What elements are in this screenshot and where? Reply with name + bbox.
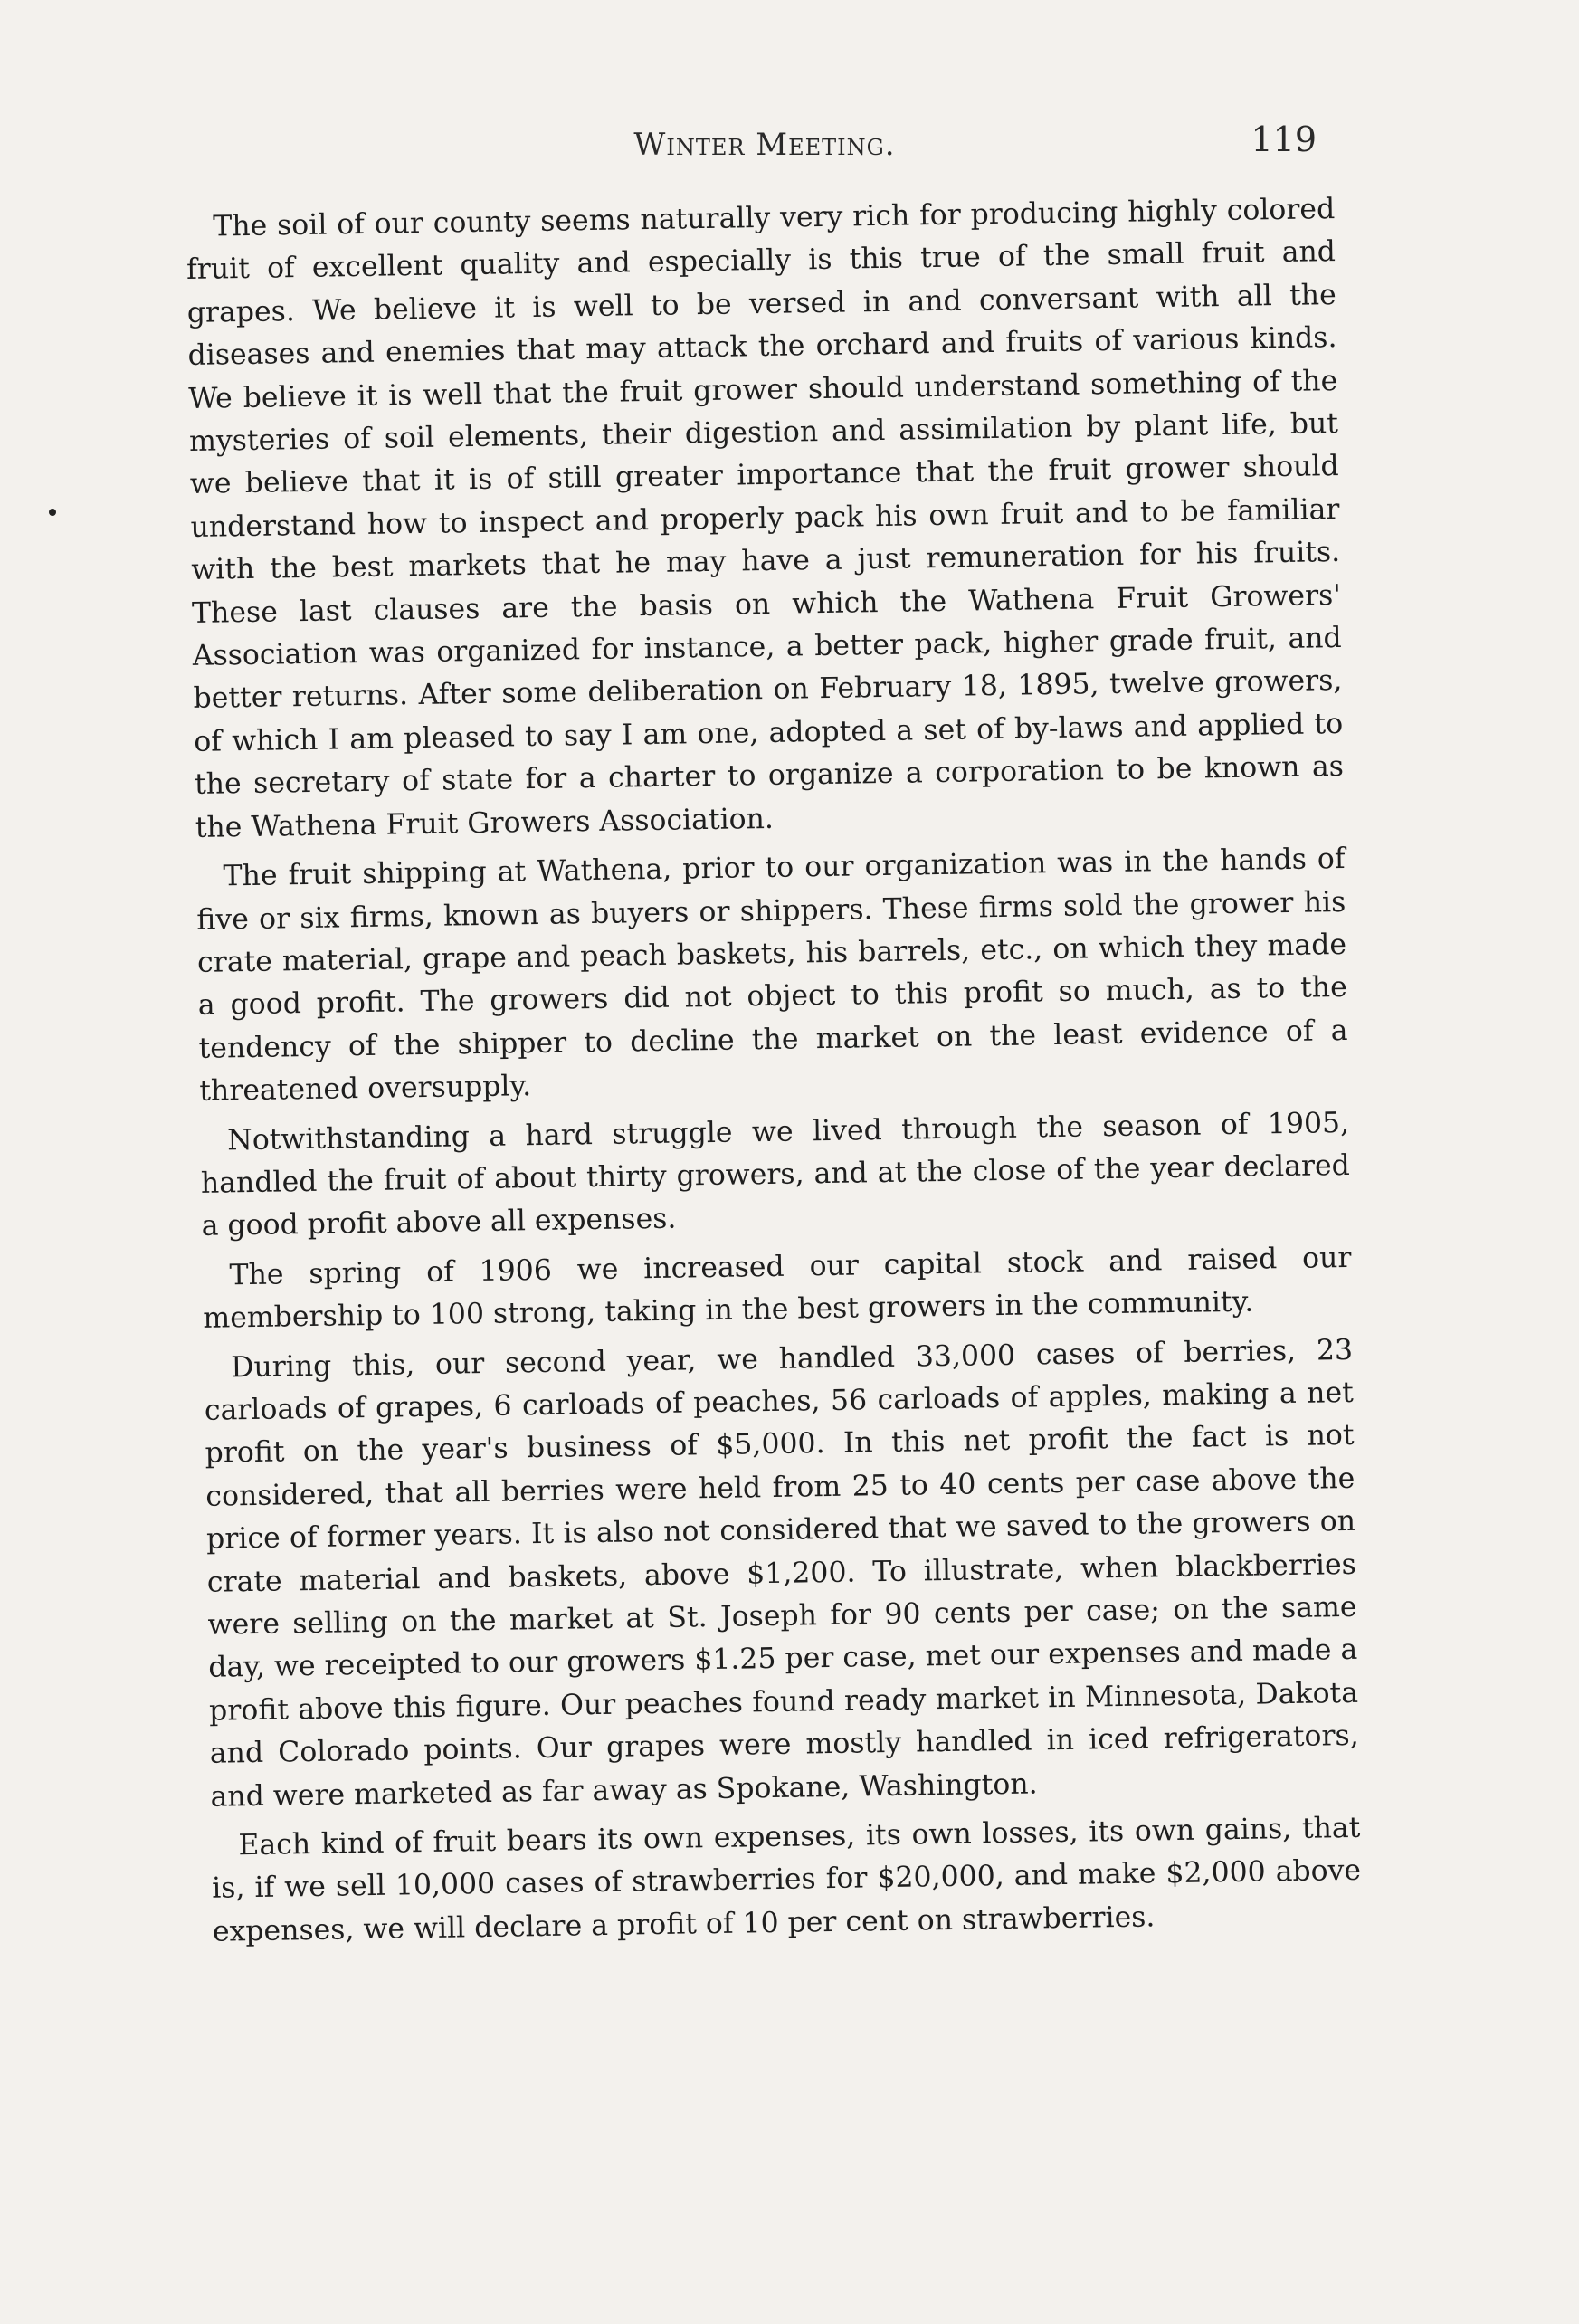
- paragraph: The spring of 1906 we increased our capital stock and raised our membership to 100 strong, taking in the best growers in the community.: [203, 1241, 1352, 1336]
- print-speck: [49, 509, 56, 516]
- paragraph: During this, our second year, we handled 33,000 cases of berries, 23 carloads of grapes, 6 carloads of peaches, 56 carloads of apples, making a net profit on the year's business of $5,000. In this net profit the fact is not considered, that all berries were held from 25 to 40 cents per case above the price of former years. It is also not considered that we saved to the growers on crate material and baskets, above $1,200. To illustrate, when blackberries were selling on the market at St. Joseph for 90 cents per case; on the same day, we receipted to our growers $1.25 per case, met our expenses and made a profit above this figure. Our peaches found ready market in Minnesota, Dakota and Colorado points. Our grapes were mostly handled in iced refrigerators, and were marketed as far away as Spokane, Washington.: [204, 1333, 1359, 1814]
- page-number: 119: [1251, 119, 1317, 159]
- paragraph: The fruit shipping at Wathena, prior to our organization was in the hands of five or six firms, known as buyers or shippers. These firms sold the grower his crate material, grape and peach baskets, his barrels, etc., on which they made a good profit. The growers did not object to this profit so much, as to the tendency of the shipper to decline the market on the least evidence of a threatened oversupply.: [196, 843, 1348, 1109]
- page-header: [185, 119, 1344, 181]
- paragraph: Notwithstanding a hard struggle we lived through the season of 1905, handled the fruit of about thirty growers, and at the close of the year declared a good profit above all expenses.: [200, 1106, 1351, 1243]
- body-text: [185, 188, 1362, 1960]
- running-head: Winter Meeting.: [633, 127, 896, 163]
- paragraph: The soil of our county seems naturally very rich for producing highly colored fruit of excellent quality and especially is this true of the small fruit and grapes. We believe it is well to be versed in and conversant with all the diseases and enemies that may attack the orchard and fruits of various kinds. We believe it is well that the fruit grower should understand something of the mysteries of soil elements, their digestion and assimilation by plant life, but we believe that it is of still greater importance that the fruit grower should understand how to inspect and properly pack his own fruit and to be familiar with the best markets that he may have a just remuneration for his fruits. These last clauses are the basis on which the Wathena Fruit Growers' Association was organized for instance, a better pack, higher grade fruit, and better returns. After some deliberation on February 18, 1895, twelve growers, of which I am pleased to say I am one, adopted a set of by-laws and applied to the secretary of state for a charter to organize a corporation to be known as the Wathena Fruit Growers Association.: [185, 193, 1345, 844]
- paragraph: Each kind of fruit bears its own expenses, its own losses, its own gains, that is, if we sell 10,000 cases of strawberries for $20,000, and make $2,000 above expenses, we will declare a profit of 10 per cent on strawberries.: [211, 1811, 1362, 1948]
